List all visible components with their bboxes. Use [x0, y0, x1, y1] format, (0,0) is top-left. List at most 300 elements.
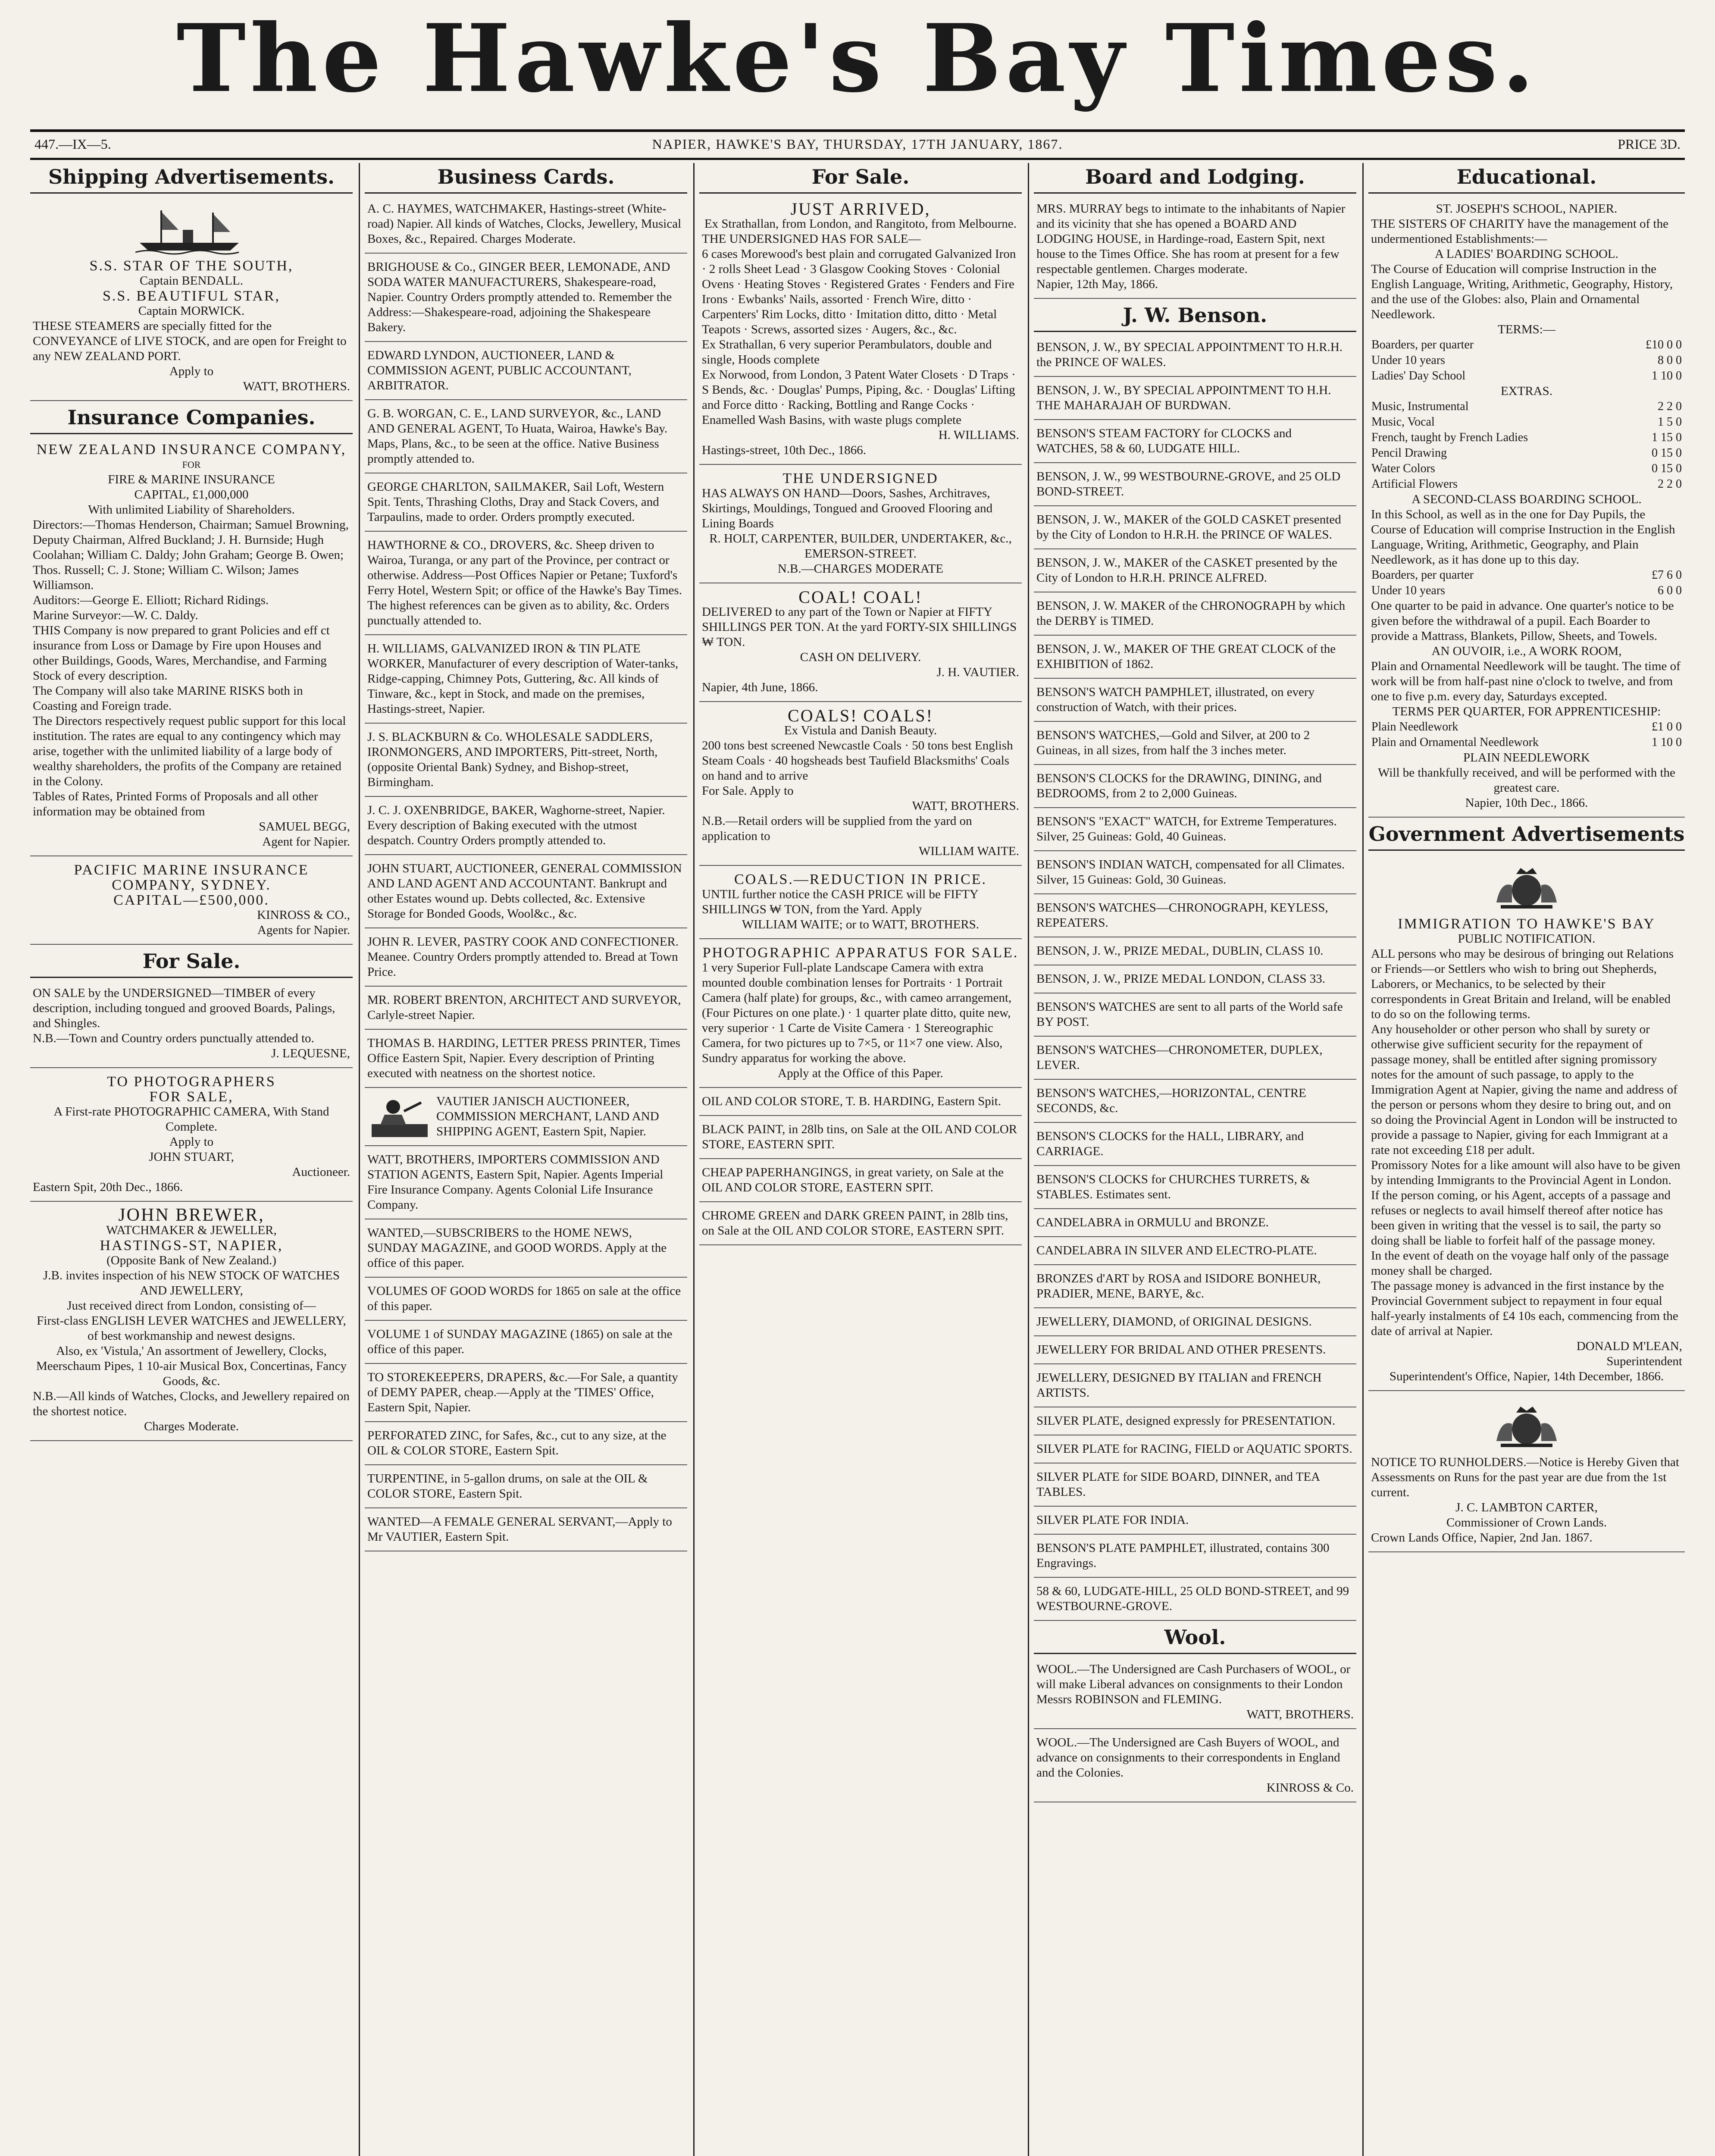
section-heading-insurance: Insurance Companies.	[30, 404, 353, 434]
oil-color-store-ad	[699, 1091, 1022, 1116]
card-storekeepers	[365, 1366, 687, 1422]
card-text: WATT, BROTHERS, IMPORTERS COMMISSION AND STATION AGENTS, Eastern Spit, Napier. Agents Imperial Fire Insurance Company. Agents Colonial Life Insurance Company.	[367, 1153, 663, 1212]
ad-signature: KINROSS & Co.	[1266, 1781, 1354, 1795]
benson-text: BENSON'S WATCHES are sent to all parts of the World safe BY POST.	[1036, 1000, 1343, 1029]
table-row	[1371, 414, 1682, 430]
ad-line: Any householder or other person who shall by surety or otherwise give sufficient security for the repayment of passage money, shall be entitled after signing promissory notes for the amount of such passage, to apply to the Immigration Agent at Napier, giving the name and address of the person or persons whom they desire to bring out, and on so doing the Provincial Agent in London will be instructed to provide a passage to Napier, giving for each Immigrant at a rate not exceeding £18 per adult.	[1371, 1022, 1677, 1157]
benson-item	[1034, 423, 1356, 463]
ad-date: Napier, 12th May, 1866.	[1036, 277, 1158, 291]
issue-number: 447.—IX—5.	[34, 136, 111, 152]
timber-ad	[30, 982, 353, 1068]
fee-value: 8 0 0	[1658, 354, 1682, 367]
benson-item	[1034, 724, 1356, 765]
benson-item	[1034, 1240, 1356, 1265]
paperhangings-ad	[699, 1162, 1022, 1202]
brewer-title: JOHN BREWER,	[118, 1205, 265, 1225]
benson-item	[1034, 466, 1356, 506]
ad-line: Ex Strathallan, 6 very superior Perambulators, double and single, Hoods complete	[702, 338, 992, 367]
table-row	[1371, 719, 1682, 735]
benson-item	[1034, 1466, 1356, 1507]
benson-item	[1034, 940, 1356, 965]
table-row	[1371, 567, 1682, 583]
nz-agent: SAMUEL BEGG,	[259, 820, 350, 834]
fee-label: Under 10 years	[1371, 584, 1446, 597]
benson-text: BENSON, J. W., MAKER of the GOLD CASKET presented by the City of London to H.R.H. the PRINCE OF WALES.	[1036, 513, 1341, 542]
card-text: H. WILLIAMS, GALVANIZED IRON & TIN PLATE WORKER, Manufacturer of every description of Water-tanks, Ridge-capping, Chimney Pots, Guttering, &c. All kinds of Tinware, &c., kept in Stock, and made on the premises, Hastings-street, Napier.	[367, 642, 679, 716]
fee-label: Plain and Ornamental Needlework	[1371, 736, 1539, 749]
card-lyndon	[365, 345, 687, 400]
card-zinc	[365, 1425, 687, 1465]
goods-list: 6 cases Morewood's best plain and corrugated Galvanized Iron · 2 rolls Sheet Lead · 3 Glasgow Cooking Stoves · Colonial Ovens · Heating Stoves · Registered Grates · Fenders and Fire Irons · Ewbanks' Nails, assorted · French Wire, ditto · Carpenters' Rim Locks, ditto · Imitation ditto, ditto · Metal Teapots · Screws, assorted sizes · Augers, &c., &c.	[702, 247, 1016, 336]
column-rule-1	[359, 163, 360, 2156]
card-text: GEORGE CHARLTON, SAILMAKER, Sail Loft, Western Spit. Tents, Thrashing Cloths, Dray and Stack Covers, and Tarpaulins, made to order. Orders promptly executed.	[367, 480, 664, 524]
ad-title: A LADIES' BOARDING SCHOOL.	[1435, 247, 1618, 261]
ad-line: CHEAP PAPERHANGINGS, in great variety, on Sale at the OIL AND COLOR STORE, EASTERN SPIT.	[702, 1166, 1004, 1194]
card-subscribers	[365, 1222, 687, 1278]
nz-surveyor: Marine Surveyor:—W. C. Daldy.	[33, 608, 198, 622]
column-3	[699, 163, 1022, 2156]
card-text: JOHN R. LEVER, PASTRY COOK AND CONFECTIONER. Meanee. Country Orders promptly attended to. Bread at Town Price.	[367, 935, 679, 979]
timber-nb: N.B.—Town and Country orders punctually attended to.	[33, 1031, 314, 1045]
photo-date: Eastern Spit, 20th Dec., 1866.	[33, 1180, 183, 1194]
st-josephs-ad	[1368, 198, 1685, 818]
table-row	[1371, 735, 1682, 750]
card-servant-wanted	[365, 1511, 687, 1551]
ad-line: N.B.—CHARGES MODERATE	[777, 562, 944, 576]
pacific-capital: CAPITAL—£500,000.	[113, 892, 269, 908]
benson-text: BENSON, J. W., MAKER of the CASKET presented by the City of London to H.R.H. PRINCE ALFRED.	[1036, 556, 1337, 585]
fee-value: £10 0 0	[1646, 338, 1682, 351]
table-row	[1371, 583, 1682, 599]
timber-signature: J. LEQUESNE,	[271, 1047, 350, 1060]
ad-line: In this School, as well as in the one for Day Pupils, the Course of Education will comprise Instruction in the English Language, Writing, Arithmetic, Geography, and Plain Needlework, as it has done up to this day.	[1371, 508, 1675, 567]
card-watt	[365, 1149, 687, 1219]
benson-item	[1034, 1039, 1356, 1080]
ad-line: For Sale. Apply to	[702, 784, 794, 798]
benson-item	[1034, 1410, 1356, 1435]
ad-line: N.B.—Retail orders will be supplied from the yard on application to	[702, 814, 972, 843]
card-text: MR. ROBERT BRENTON, ARCHITECT AND SURVEYOR, Carlyle-street Napier.	[367, 993, 681, 1022]
ad-line: NOTICE TO RUNHOLDERS.—Notice is Hereby Given that Assessments on Runs for the past year are due from the 1st current.	[1371, 1455, 1679, 1499]
ad-signature: DONALD M'LEAN,	[1576, 1339, 1682, 1353]
fee-value: 1 10 0	[1652, 736, 1682, 749]
benson-text: BENSON, J. W., MAKER OF THE GREAT CLOCK of the EXHIBITION of 1862.	[1036, 642, 1336, 671]
ad-line: The passage money is advanced in the first instance by the Provincial Government subject to repayment in four equal half-yearly instalments of £4 10s each, commencing from the date of arrival at Napier.	[1371, 1279, 1678, 1338]
benson-text: BENSON, J. W., BY SPECIAL APPOINTMENT TO H.H. THE MAHARAJAH OF BURDWAN.	[1036, 383, 1331, 412]
brewer-p5: Also, ex 'Vistula,' An assortment of Jewellery, Clocks, Meerschaum Pipes, 1 10-air Musical Box, Concertinas, Fancy Goods, &c.	[36, 1344, 347, 1388]
table-row	[1371, 476, 1682, 492]
fee-label: Artificial Flowers	[1371, 477, 1458, 491]
pacific-title: PACIFIC MARINE INSURANCE COMPANY, SYDNEY.	[74, 862, 309, 893]
ad-line: WOOL.—The Undersigned are Cash Buyers of WOOL, and advance on consignments to their correspondents in England and the Colonies.	[1036, 1736, 1340, 1780]
fee-label: Water Colors	[1371, 462, 1435, 475]
card-text: VOLUME 1 of SUNDAY MAGAZINE (1865) on sale at the office of this paper.	[367, 1327, 673, 1356]
ad-signature: R. HOLT, CARPENTER, BUILDER, UNDERTAKER, &c., EMERSON-STREET.	[709, 532, 1012, 561]
just-arrived-ad	[699, 198, 1022, 465]
benson-item	[1034, 968, 1356, 993]
brewer-p2: Just received direct from London, consisting of—	[67, 1299, 316, 1313]
fee-label: Pencil Drawing	[1371, 446, 1447, 460]
fee-value: 1 5 0	[1658, 415, 1682, 429]
ad-title: AN OUVOIR, i.e., A WORK ROOM,	[1431, 644, 1622, 658]
benson-item	[1034, 996, 1356, 1037]
ad-date: Crown Lands Office, Napier, 2nd Jan. 1867.	[1371, 1531, 1593, 1545]
ad-line: Ex Vistula and Danish Beauty.	[784, 724, 937, 737]
fee-label: Music, Vocal	[1371, 415, 1435, 429]
card-sunday-magazine	[365, 1323, 687, 1364]
ad-date: Napier, 4th June, 1866.	[702, 680, 818, 694]
brewer-sub: WATCHMAKER & JEWELLER,	[106, 1223, 277, 1237]
card-haymes	[365, 198, 687, 254]
section-heading-for-sale-1: For Sale.	[30, 947, 353, 978]
benson-text: BENSON'S STEAM FACTORY for CLOCKS and WATCHES, 58 & 60, LUDGATE HILL.	[1036, 426, 1292, 455]
benson-text: BENSON, J. W., PRIZE MEDAL LONDON, CLASS 33.	[1036, 972, 1326, 986]
benson-item	[1034, 897, 1356, 937]
fee-value: £1 0 0	[1652, 720, 1682, 733]
card-text: BRIGHOUSE & Co., GINGER BEER, LEMONADE, AND SODA WATER MANUFACTURERS, Shakespeare-road, Napier. Country Orders promptly attended to. Remember the Address:—Shakespeare-road, adjoining the Shakespeare Bakery.	[367, 260, 672, 334]
nz-capital: CAPITAL, £1,000,000	[134, 488, 249, 501]
immigration-ad	[1368, 855, 1685, 1391]
fees-table-4	[1371, 719, 1682, 750]
royal-crest-icon	[1483, 864, 1570, 911]
table-row	[1371, 399, 1682, 414]
card-text: VAUTIER JANISCH AUCTIONEER, COMMISSION MERCHANT, LAND AND SHIPPING AGENT, Eastern Spit, Napier.	[436, 1094, 659, 1138]
benson-text: BENSON, J. W., 99 WESTBOURNE-GROVE, and 25 OLD BOND-STREET.	[1036, 470, 1341, 498]
benson-text: BENSON'S PLATE PAMPHLET, illustrated, contains 300 Engravings.	[1036, 1541, 1330, 1570]
column-1	[30, 163, 353, 2156]
card-text: J. C. J. OXENBRIDGE, BAKER, Waghorne-street, Napier. Every description of Baking executed with the utmost despatch. Country Orders promptly attended to.	[367, 803, 665, 847]
photo-apparatus-ad	[699, 942, 1022, 1088]
section-heading-government: Government Advertisements	[1368, 820, 1685, 851]
ad-signature: H. WILLIAMS.	[938, 428, 1019, 442]
ad-signature: WATT, BROTHERS.	[1246, 1708, 1354, 1721]
benson-item	[1034, 1537, 1356, 1578]
ad-title: PHOTOGRAPHIC APPARATUS FOR SALE.	[702, 945, 1019, 961]
dateline	[30, 129, 1685, 160]
fees-table-3	[1371, 567, 1682, 599]
page-columns	[30, 163, 1685, 2156]
benson-item	[1034, 336, 1356, 377]
nz-title: NEW ZEALAND INSURANCE COMPANY,	[36, 442, 347, 458]
ad-line: CASH ON DELIVERY.	[800, 650, 921, 664]
ship-captain-1: Captain BENDALL.	[139, 274, 243, 288]
ad-line: Ex Strathallan, from London, and Rangitoto, from Melbourne.	[704, 217, 1017, 231]
benson-item	[1034, 638, 1356, 679]
card-blackburn	[365, 726, 687, 797]
pacific-insurance-ad	[30, 859, 353, 945]
benson-item	[1034, 552, 1356, 592]
benson-item	[1034, 1082, 1356, 1123]
benson-text: BENSON'S INDIAN WATCH, compensated for all Climates. Silver, 15 Guineas: Gold, 30 Guineas.	[1036, 858, 1345, 887]
coal-ad-3	[699, 868, 1022, 939]
ad-line: Apply at the Office of this Paper.	[778, 1066, 943, 1080]
card-text: TO STOREKEEPERS, DRAPERS, &c.—For Sale, a quantity of DEMY PAPER, cheap.—Apply at the 'TIMES' Office, Eastern Spit, Napier.	[367, 1370, 678, 1414]
coal-ad-2	[699, 705, 1022, 866]
ad-line: One quarter to be paid in advance. One quarter's notice to be given before the withdrawal of a pupil. Each Boarder to provide a Mattrass, Blankets, Pillow, Sheets, and Towels.	[1371, 599, 1674, 643]
benson-text: BRONZES d'ART by ROSA and ISIDORE BONHEUR, PRADIER, MENE, BARYE, &c.	[1036, 1272, 1321, 1300]
photo-sub: FOR SALE,	[149, 1089, 234, 1105]
coal-ad-1	[699, 586, 1022, 702]
ad-title: ST. JOSEPH'S SCHOOL, NAPIER.	[1436, 202, 1618, 216]
ad-line: WOOL.—The Undersigned are Cash Purchasers of WOOL, or will make Liberal advances on consignments to their London Messrs ROBINSON and FLEMING.	[1036, 1662, 1351, 1706]
nz-sub: FIRE & MARINE INSURANCE	[108, 473, 275, 486]
ad-line: THE SISTERS OF CHARITY have the management of the undermentioned Establishments:—	[1371, 217, 1668, 246]
nz-agent-for: Agent for Napier.	[262, 835, 350, 849]
fee-value: 1 10 0	[1652, 369, 1682, 382]
benson-item	[1034, 1125, 1356, 1166]
card-text: G. B. WORGAN, C. E., LAND SURVEYOR, &c., LAND AND GENERAL AGENT, To Huata, Wairoa, Hawke's Bay. Maps, Plans, &c., to be seen at the office. Native Business promptly attended to.	[367, 407, 668, 466]
card-text: A. C. HAYMES, WATCHMAKER, Hastings-street (White-road) Napier. All kinds of Watches, Clocks, Jewellery, Musical Boxes, &c., Repaired. Charges Moderate.	[367, 202, 682, 246]
goods-list: 1 very Superior Full-plate Landscape Camera with extra mounted double combination lenses for Portraits · 1 Portrait Camera (half plate) for groups, &c., with cameo arrangement, (Four Pictures on one plate.) · 1 quarter plate ditto, quite new, very superior · 1 Carte de Visite Camera · 1 Stereographic Camera, for two pictures up to 7×5, or 11×7 one view. Also, Sundry apparatus for working the above.	[702, 961, 1012, 1065]
fee-value: 0 15 0	[1652, 446, 1682, 460]
benson-item	[1034, 595, 1356, 636]
table-row	[1371, 337, 1682, 353]
nz-paragraph-4: Tables of Rates, Printed Forms of Proposals and all other information may be obtained from	[33, 790, 318, 818]
fee-value: 1 15 0	[1652, 431, 1682, 444]
card-lever	[365, 931, 687, 987]
pacific-agent-for: Agents for Napier.	[257, 923, 350, 937]
ship-apply: Apply to	[169, 364, 214, 378]
benson-text: BENSON'S CLOCKS for the DRAWING, DINING, and BEDROOMS, from 2 to 2,000 Guineas.	[1036, 771, 1322, 800]
fee-value: 2 2 0	[1658, 477, 1682, 491]
fee-label: Boarders, per quarter	[1371, 338, 1474, 351]
fee-label: French, taught by French Ladies	[1371, 431, 1528, 444]
nz-paragraph-2: The Company will also take MARINE RISKS both in Coasting and Foreign trade.	[33, 684, 303, 713]
terms-label: TERMS PER QUARTER, FOR APPRENTICESHIP:	[1392, 705, 1661, 718]
section-heading-for-sale-2: For Sale.	[699, 163, 1022, 194]
benson-item	[1034, 768, 1356, 808]
benson-text: SILVER PLATE for RACING, FIELD or AQUATIC SPORTS.	[1036, 1442, 1352, 1456]
newspaper-title: The Hawke's Bay Times.	[176, 3, 1539, 113]
brewer-p1: J.B. invites inspection of his NEW STOCK OF WATCHES AND JEWELLERY,	[43, 1269, 340, 1297]
benson-item	[1034, 1580, 1356, 1621]
card-text: WANTED—A FEMALE GENERAL SERVANT,—Apply to Mr VAUTIER, Eastern Spit.	[367, 1515, 672, 1544]
ad-line: HAS ALWAYS ON HAND—Doors, Sashes, Architraves, Skirtings, Mouldings, Tongued and Grooved Flooring and Lining Boards	[702, 486, 993, 530]
nz-liability: With unlimited Liability of Shareholders.	[88, 503, 295, 517]
ad-signature: J. H. VAUTIER.	[936, 665, 1019, 679]
brewer-address: HASTINGS-ST, NAPIER,	[100, 1238, 283, 1253]
brewer-end: Charges Moderate.	[144, 1420, 239, 1433]
card-text: EDWARD LYNDON, AUCTIONEER, LAND & COMMISSION AGENT, PUBLIC ACCOUNTANT, ARBITRATOR.	[367, 348, 632, 392]
benson-item	[1034, 1438, 1356, 1463]
ship-name-1: S.S. STAR OF THE SOUTH,	[89, 258, 294, 274]
benson-item	[1034, 379, 1356, 420]
fee-label: Boarders, per quarter	[1371, 568, 1474, 582]
benson-text: JEWELLERY, DESIGNED BY ITALIAN and FRENCH ARTISTS.	[1036, 1371, 1322, 1400]
benson-text: BENSON'S WATCH PAMPHLET, illustrated, on every construction of Watch, with their prices.	[1036, 685, 1315, 714]
card-stuart	[365, 858, 687, 928]
benson-text: BENSON, J. W., BY SPECIAL APPOINTMENT TO H.R.H. the PRINCE OF WALES.	[1036, 340, 1343, 369]
benson-text: BENSON'S CLOCKS for CHURCHES TURRETS, & STABLES. Estimates sent.	[1036, 1172, 1310, 1201]
benson-item	[1034, 1311, 1356, 1336]
card-oxenbridge	[365, 799, 687, 855]
benson-item	[1034, 854, 1356, 894]
ad-line: Plain and Ornamental Needlework will be taught. The time of work will be from half-past nine o'clock to twelve, and from one to five p.m. every day, Saturdays excepted.	[1371, 659, 1681, 703]
black-paint-ad	[699, 1119, 1022, 1159]
benson-text: BENSON'S WATCHES,—Gold and Silver, at 200 to 2 Guineas, in all sizes, from half the 3 inches meter.	[1036, 728, 1310, 757]
card-text: JOHN STUART, AUCTIONEER, GENERAL COMMISSION AND LAND AGENT AND ACCOUNTANT. Bankrupt and other Estates wound up. Debts collected, &c. Extensive Storage for Bonded Goods, Wool&c., &c.	[367, 862, 682, 921]
timber-text: ON SALE by the UNDERSIGNED—TIMBER of every description, including tongued and grooved Boards, Palings, and Shingles.	[33, 986, 335, 1030]
benson-text: BENSON'S CLOCKS for the HALL, LIBRARY, and CARRIAGE.	[1036, 1129, 1304, 1158]
benson-item	[1034, 811, 1356, 851]
card-text: VOLUMES OF GOOD WORDS for 1865 on sale at the office of this paper.	[367, 1284, 681, 1313]
ad-line: UNTIL further notice the CASH PRICE will be FIFTY SHILLINGS ₩ TON, from the Yard. Apply	[702, 887, 978, 916]
nz-paragraph-3: The Directors respectively request public support for this local institution. The rates are equal to any contingency which may arise, together with the unlimited liability of a large body of wealthy shareholders, the profits of the Company are retained in the Colony.	[33, 714, 346, 788]
fee-label: Under 10 years	[1371, 354, 1446, 367]
benson-item	[1034, 1339, 1356, 1364]
column-4	[1034, 163, 1356, 2156]
murray-ad	[1034, 198, 1356, 299]
shipping-ad	[30, 198, 353, 401]
price: PRICE 3D.	[1618, 136, 1681, 152]
ad-subtitle: PUBLIC NOTIFICATION.	[1458, 932, 1596, 946]
brewer-p3: First-class ENGLISH LEVER WATCHES and JEWELLERY,	[37, 1314, 346, 1328]
benson-item	[1034, 1509, 1356, 1535]
column-rule-3	[1028, 163, 1029, 2156]
benson-text: SILVER PLATE FOR INDIA.	[1036, 1513, 1189, 1527]
ad-title: THE UNDERSIGNED	[782, 470, 939, 486]
nz-insurance-ad	[30, 439, 353, 856]
table-row	[1371, 445, 1682, 461]
brewer-ad	[30, 1204, 353, 1441]
fee-value: 0 15 0	[1652, 462, 1682, 475]
ad-line: In the event of death on the voyage half only of the passage money shall be charged.	[1371, 1249, 1669, 1278]
card-brenton	[365, 989, 687, 1030]
photo-agent: JOHN STUART,	[149, 1150, 234, 1164]
ad-title: A SECOND-CLASS BOARDING SCHOOL.	[1411, 492, 1642, 506]
column-2	[365, 163, 687, 2156]
table-row	[1371, 430, 1682, 445]
card-worgan	[365, 403, 687, 473]
ad-line: OIL AND COLOR STORE, T. B. HARDING, Eastern Spit.	[702, 1094, 1001, 1108]
ad-line: Promissory Notes for a like amount will also have to be given by intending Immigrants to the Provincial Agent in London.	[1371, 1158, 1681, 1187]
ship-captain-2: Captain MORWICK.	[138, 304, 245, 318]
brewer-nb: N.B.—All kinds of Watches, Clocks, and Jewellery repaired on the shortest notice.	[33, 1389, 350, 1418]
goods-list: Ex Norwood, from London, 3 Patent Water Closets · D Traps · S Bends, &c. · Douglas' Pumps, Piping, &c. · Douglas' Lifting and Force ditto · Racking, Bottling and Range Cocks · Enamelled Wash Basins, with waste plugs complete	[702, 368, 1016, 427]
terms-label: TERMS:—	[1498, 323, 1555, 336]
section-heading-business-cards: Business Cards.	[365, 163, 687, 194]
benson-text: CANDELABRA IN SILVER AND ELECTRO-PLATE.	[1036, 1244, 1317, 1257]
benson-item	[1034, 1367, 1356, 1407]
ad-line: ALL persons who may be desirous of bringing out Relations or Friends—or Settlers who wish to bring out Shepherds, Laborers, or Mechanics, to be selected by their correspondents in Great Britain and Ireland, will be enabled to do so on the following terms.	[1371, 947, 1674, 1021]
ship-text: THESE STEAMERS are specially fitted for the CONVEYANCE of LIVE STOCK, and are open for Freight to any NEW ZEALAND PORT.	[33, 319, 347, 363]
fee-value: £7 6 0	[1652, 568, 1682, 582]
photographers-ad	[30, 1071, 353, 1202]
table-row	[1371, 353, 1682, 368]
column-5	[1362, 163, 1685, 2156]
benson-text: JEWELLERY, DIAMOND, of ORIGINAL DESIGNS.	[1036, 1315, 1312, 1329]
fees-table-2	[1371, 399, 1682, 492]
ship-agent: WATT, BROTHERS.	[243, 379, 350, 393]
just-arrived-title: JUST ARRIVED,	[790, 199, 931, 219]
ad-date: Hastings-street, 10th Dec., 1866.	[702, 443, 866, 457]
benson-text: BENSON'S WATCHES,—HORIZONTAL, CENTRE SECONDS, &c.	[1036, 1086, 1306, 1115]
auctioneer-engraving-icon	[367, 1094, 432, 1141]
section-heading-board: Board and Lodging.	[1034, 163, 1356, 194]
chrome-green-ad	[699, 1205, 1022, 1245]
card-text: WANTED,—SUBSCRIBERS to the HOME NEWS, SUNDAY MAGAZINE, and GOOD WORDS. Apply at the office of this paper.	[367, 1226, 667, 1270]
table-row	[1371, 461, 1682, 476]
card-text: TURPENTINE, in 5-gallon drums, on sale at the OIL & COLOR STORE, Eastern Spit.	[367, 1472, 648, 1501]
wool-ad-1	[1034, 1658, 1356, 1729]
ship-name-2: S.S. BEAUTIFUL STAR,	[102, 288, 281, 304]
nz-directors: Directors:—Thomas Henderson, Chairman; Samuel Browning, Deputy Chairman, Alfred Buckland; J. H. Burnside; Hugh Coolahan; William C. Daldy; John Graham; George B. Owen; Thos. Russell; C. J. Stone; William C. Wilson; James Williamson.	[33, 518, 349, 592]
card-good-words	[365, 1280, 687, 1321]
benson-item	[1034, 1169, 1356, 1209]
ad-title: COAL! COAL!	[798, 587, 923, 607]
ad-line: THE UNDERSIGNED HAS FOR SALE—	[702, 232, 921, 246]
fee-label: Music, Instrumental	[1371, 400, 1469, 413]
brewer-p4: of best workmanship and newest designs.	[88, 1329, 295, 1343]
ad-line: DELIVERED to any part of the Town or Napier at FIFTY SHILLINGS PER TON. At the yard FORTY-SIX SHILLINGS ₩ TON.	[702, 605, 1017, 649]
extras-label: EXTRAS.	[1500, 384, 1553, 398]
photo-title: TO PHOTOGRAPHERS	[107, 1074, 276, 1090]
holt-ad	[699, 467, 1022, 583]
issue-date: NAPIER, HAWKE'S BAY, THURSDAY, 17TH JANUARY, 1867.	[652, 136, 1063, 152]
card-charlton	[365, 476, 687, 532]
card-vautier	[365, 1091, 687, 1146]
benson-text: CANDELABRA in ORMULU and BRONZE.	[1036, 1216, 1269, 1229]
fees-table-1	[1371, 337, 1682, 384]
ad-title: IMMIGRATION TO HAWKE'S BAY	[1398, 916, 1656, 932]
card-harding	[365, 1032, 687, 1088]
wool-ad-2	[1034, 1732, 1356, 1802]
card-text: HAWTHORNE & CO., DROVERS, &c. Sheep driven to Wairoa, Turanga, or any part of the Province, per contract or otherwise. Address—Post Offices Napier or Petane; Tuxford's Ferry Hotel, Western Spit; or office of the Hawke's Bay Times. The highest references can be given as to ability, &c. Orders punctually attended to.	[367, 538, 682, 627]
goods-list: 200 tons best screened Newcastle Coals · 50 tons best English Steam Coals · 40 hogsheads best Taufield Blacksmiths' Coals on hand and to arrive	[702, 739, 1013, 783]
fee-value: 2 2 0	[1658, 400, 1682, 413]
ad-signature: WATT, BROTHERS.	[912, 799, 1019, 813]
photo-apply: Apply to	[169, 1135, 214, 1149]
runholders-ad	[1368, 1394, 1685, 1552]
card-text: PERFORATED ZINC, for Safes, &c., cut to any size, at the OIL & COLOR STORE, Eastern Spit.	[367, 1429, 667, 1457]
table-row	[1371, 368, 1682, 384]
benson-text: 58 & 60, LUDGATE-HILL, 25 OLD BOND-STREET, and 99 WESTBOURNE-GROVE.	[1036, 1584, 1349, 1613]
card-brighouse	[365, 256, 687, 342]
card-text: THOMAS B. HARDING, LETTER PRESS PRINTER, Times Office Eastern Spit, Napier. Every description of Printing executed with neatness on the shortest notice.	[367, 1036, 680, 1080]
ad-line: CHROME GREEN and DARK GREEN PAINT, in 28lb tins, on Sale at the OIL AND COLOR STORE, EASTERN SPIT.	[702, 1209, 1008, 1238]
benson-text: SILVER PLATE, designed expressly for PRESENTATION.	[1036, 1414, 1336, 1428]
card-hawthorne	[365, 534, 687, 635]
benson-text: SILVER PLATE for SIDE BOARD, DINNER, and TEA TABLES.	[1036, 1470, 1320, 1499]
benson-text: BENSON, J. W. MAKER of the CHRONOGRAPH by which the DERBY is TIMED.	[1036, 599, 1346, 628]
fee-label: Plain Needlework	[1371, 720, 1458, 733]
masthead	[30, 4, 1685, 116]
card-text: J. S. BLACKBURN & Co. WHOLESALE SADDLERS, IRONMONGERS, AND IMPORTERS, Pitt-street, North, (opposite Oriental Bank) Sydney, and Bishop-street, Birmingham.	[367, 730, 658, 789]
royal-crest-icon	[1483, 1402, 1570, 1450]
card-williams	[365, 638, 687, 724]
pacific-agent: KINROSS & CO.,	[257, 908, 350, 922]
ad-title: COALS.—REDUCTION IN PRICE.	[734, 871, 987, 887]
section-heading-educational: Educational.	[1368, 163, 1685, 194]
ad-signature: WILLIAM WAITE; or to WATT, BROTHERS.	[742, 918, 980, 931]
ad-signature: WILLIAM WAITE.	[918, 844, 1019, 858]
nz-auditors: Auditors:—George E. Elliott; Richard Ridings.	[33, 593, 269, 607]
benson-list	[1034, 336, 1356, 1621]
section-heading-shipping: Shipping Advertisements.	[30, 163, 353, 194]
ad-signature-title: Commissioner of Crown Lands.	[1446, 1516, 1607, 1529]
benson-item	[1034, 509, 1356, 549]
section-heading-wool: Wool.	[1034, 1623, 1356, 1654]
photo-text: A First-rate PHOTOGRAPHIC CAMERA, With Stand Complete.	[53, 1105, 329, 1134]
photo-agent-title: Auctioneer.	[292, 1165, 350, 1179]
section-heading-benson: J. W. Benson.	[1034, 301, 1356, 332]
ad-date: Napier, 10th Dec., 1866.	[1465, 796, 1588, 810]
nz-paragraph-1: THIS Company is now prepared to grant Policies and eff ct insurance from Loss or Damage by Fire upon Houses and other Buildings, Goods, Wares, Merchandise, and Farming Stock of every description.	[33, 624, 330, 683]
benson-text: BENSON'S WATCHES—CHRONOGRAPH, KEYLESS, REPEATERS.	[1036, 901, 1328, 930]
fee-value: 6 0 0	[1658, 584, 1682, 597]
ad-line: Will be thankfully received, and will be performed with the greatest care.	[1378, 766, 1675, 795]
ad-line: BLACK PAINT, in 28lb tins, on Sale at the OIL AND COLOR STORE, EASTERN SPIT.	[702, 1122, 1017, 1151]
